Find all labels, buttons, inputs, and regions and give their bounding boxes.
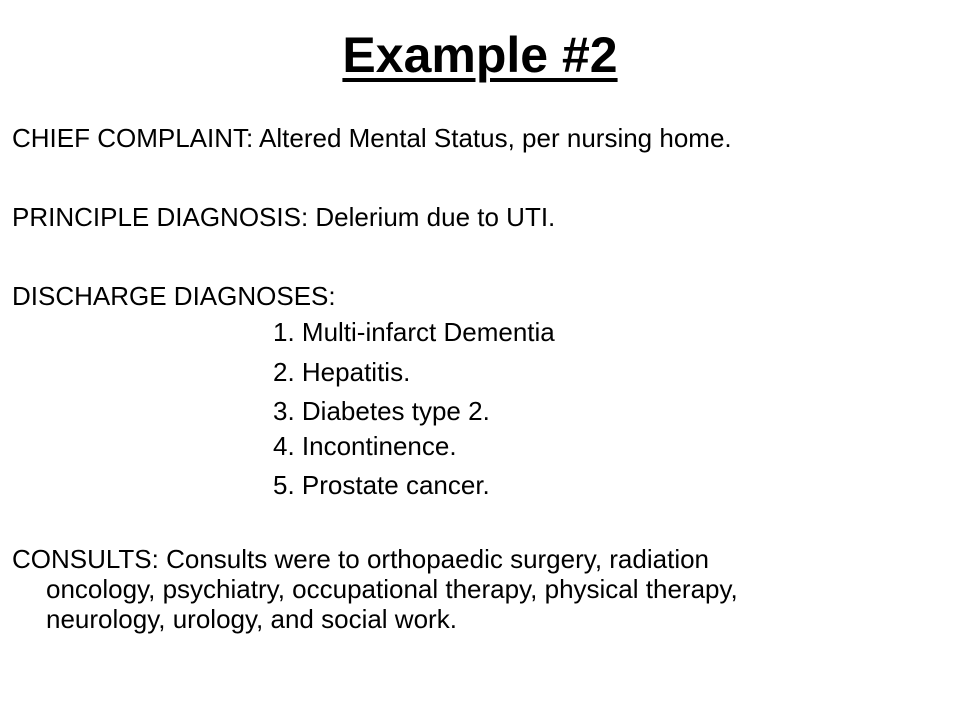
discharge-diagnosis-item: 1. Multi-infarct Dementia bbox=[273, 317, 555, 347]
consults-line: neurology, urology, and social work. bbox=[46, 604, 457, 634]
discharge-diagnosis-item: 3. Diabetes type 2. bbox=[273, 396, 490, 426]
consults-line: CONSULTS: Consults were to orthopaedic surgery, radiation bbox=[12, 544, 710, 574]
discharge-diagnosis-item: 2. Hepatitis. bbox=[273, 357, 411, 387]
discharge-diagnosis-item: 5. Prostate cancer. bbox=[273, 470, 490, 500]
chief-complaint: CHIEF COMPLAINT: Altered Mental Status, per nursing home. bbox=[12, 123, 732, 153]
slide-title: Example #2 bbox=[342, 27, 618, 83]
consults-paragraph bbox=[12, 544, 942, 634]
consults-line: oncology, psychiatry, occupational therapy, physical therapy, bbox=[46, 574, 738, 604]
discharge-diagnosis-item: 4. Incontinence. bbox=[273, 431, 457, 461]
discharge-diagnoses-heading: DISCHARGE DIAGNOSES: bbox=[12, 281, 336, 311]
principle-diagnosis: PRINCIPLE DIAGNOSIS: Delerium due to UTI. bbox=[12, 202, 556, 232]
